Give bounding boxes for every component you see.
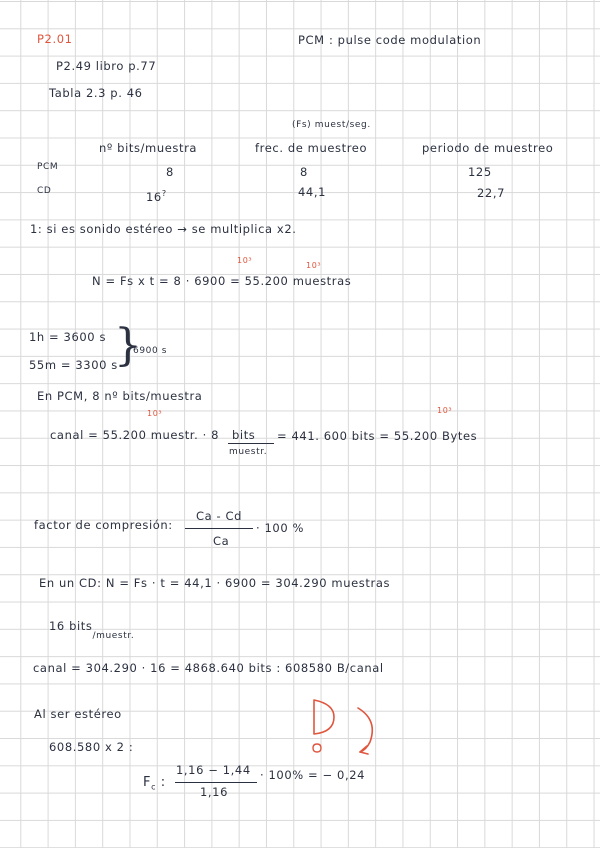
cd-bits-value: 16?	[146, 189, 167, 204]
compression-percent: · 100 %	[256, 521, 305, 535]
row-label-cd: CD	[37, 186, 52, 196]
pcm-samples-denominator: muestr.	[229, 447, 268, 457]
emphasis-doodle	[300, 694, 384, 760]
stereo-note: 1: si es sonido estéreo → se multiplica x2.	[30, 222, 297, 236]
stereo-label: Al ser estéreo	[34, 707, 122, 721]
problem-reference: P2.49 libro p.77	[56, 59, 157, 73]
hours-conversion: 1h = 3600 s	[29, 330, 107, 344]
pcm-exponent-2: 10³	[437, 406, 453, 415]
cd-channel-calc: canal = 304.290 · 16 = 4868.640 bits : 608580 B/canal	[33, 661, 384, 675]
compression-fraction-bar	[185, 528, 253, 529]
fs-label: (Fs) muest/seg.	[292, 120, 371, 130]
pcm-channel-result: = 441. 600 bits = 55.200 Bytes	[277, 429, 478, 443]
pcm-exponent-1: 10³	[147, 409, 163, 418]
total-seconds: 6900 s	[133, 346, 168, 356]
minutes-conversion: 55m = 3300 s	[29, 358, 118, 372]
final-denominator: 1,16	[200, 785, 229, 799]
pcm-frequency-value: 8	[300, 165, 308, 179]
final-result: · 100% = − 0,24	[260, 768, 366, 782]
final-fraction-bar	[175, 782, 257, 783]
stereo-calc: 608.580 x 2 :	[49, 740, 134, 754]
row-label-pcm: PCM	[37, 162, 59, 172]
pcm-title: PCM : pulse code modulation	[298, 33, 482, 47]
samples-exponent-1: 10³	[237, 256, 253, 265]
column-sampling-period: periodo de muestreo	[422, 141, 554, 155]
compression-factor-label: factor de compresión:	[34, 518, 173, 532]
compression-factor-symbol: $F_c$ :	[143, 775, 166, 792]
pcm-fraction-bar	[228, 443, 274, 444]
page-code: P2.01	[37, 32, 73, 46]
pcm-period-value: 125	[468, 165, 492, 179]
samples-formula: N = Fs x t = 8 · 6900 = 55.200 muestras	[92, 274, 352, 288]
final-numerator: 1,16 − 1,44	[176, 763, 251, 777]
samples-exponent-2: 10³	[306, 261, 322, 270]
column-bits-per-sample: nº bits/muestra	[99, 141, 198, 155]
cd-bits-per-sample: 16 bits$_{/muestr.}$	[49, 619, 135, 641]
pcm-bits-value: 8	[166, 165, 174, 179]
compression-numerator: Ca - Cd	[196, 509, 243, 523]
table-reference: Tabla 2.3 p. 46	[49, 86, 143, 100]
pcm-channel-calc: canal = 55.200 muestr. · 8	[50, 428, 220, 442]
column-sampling-frequency: frec. de muestreo	[255, 141, 368, 155]
cd-frequency-value: 44,1	[298, 185, 327, 199]
cd-samples-calc: En un CD: N = Fs · t = 44,1 · 6900 = 304.290 muestras	[39, 576, 391, 590]
pcm-bits-numerator: bits	[232, 428, 256, 442]
compression-denominator: Ca	[213, 534, 230, 548]
cd-period-value: 22,7	[477, 186, 506, 200]
curly-brace: }	[114, 320, 142, 371]
pcm-bits-label: En PCM, 8 nº bits/muestra	[37, 389, 203, 403]
